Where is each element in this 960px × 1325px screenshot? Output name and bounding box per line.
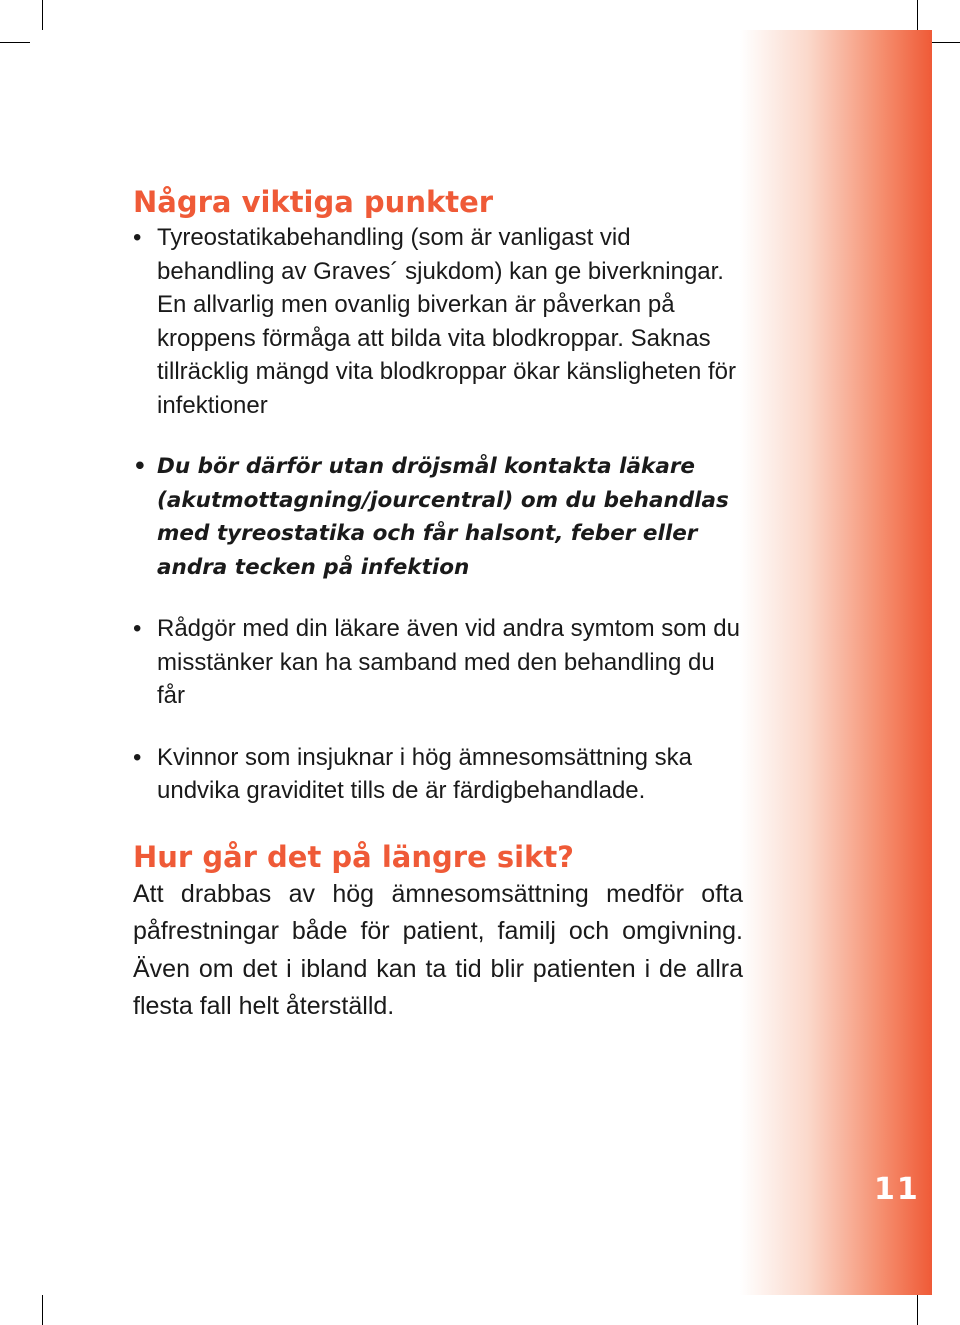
decorative-side-band — [740, 30, 932, 1295]
crop-mark-top-right-h — [930, 42, 960, 43]
body-paragraph: Att drabbas av hög ämnesomsättning medför ofta påfrestningar både för patient, familj och omgivning. Även om det i ibland kan ta tid blir patienten i de allra flesta fall helt återställd. — [133, 879, 743, 1020]
section-heading-key-points: Några viktiga punkter — [133, 185, 494, 219]
list-item-emphasis: • Du bör därför utan dröjsmål kontakta läkare (akutmottagning/jourcentral) om du behandlas med tyreostatika och får halsont, feber eller andra tecken på infektion — [133, 450, 743, 584]
section-heading-long-term: Hur går det på längre sikt? — [133, 839, 575, 874]
crop-mark-top-right-v — [917, 0, 918, 30]
key-points-list — [133, 221, 743, 808]
main-content — [133, 183, 743, 1026]
page-number: 11 — [874, 1172, 920, 1207]
crop-mark-bottom-left-v — [42, 1295, 43, 1325]
crop-mark-bottom-right-v — [917, 1295, 918, 1325]
crop-mark-top-left-v — [42, 0, 43, 30]
crop-mark-top-left-h — [0, 42, 30, 43]
list-item: • Rådgör med din läkare även vid andra symtom som du misstänker kan ha samband med den behandling du får — [133, 612, 743, 713]
list-item: • Tyreostatikabehandling (som är vanligast vid behandling av Graves´ sjukdom) kan ge biverkningar. En allvarlig men ovanlig biverkan är påverkan på kroppens förmåga att bilda vita blodkroppar. Saknas tillräcklig mängd vita blodkroppar ökar känsligheten för infektioner — [133, 221, 743, 422]
list-item: • Kvinnor som insjuknar i hög ämnesomsättning ska undvika graviditet tills de är färdigbehandlade. — [133, 741, 743, 808]
